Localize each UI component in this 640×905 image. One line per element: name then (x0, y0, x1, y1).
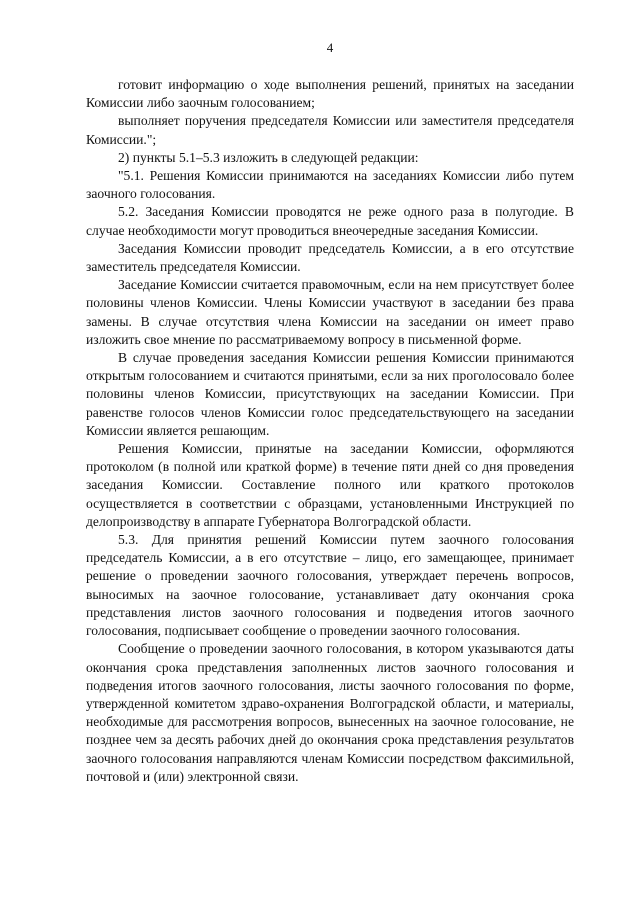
page-number: 4 (326, 40, 334, 55)
paragraph: В случае проведения заседания Комиссии решения Комиссии принимаются открытым голосованием и считаются принятыми, если за них проголосовало более половины членов Комиссии, присутствующих на заседании Комиссии. При равенстве голосов членов Комиссии голос председательствующего на заседании Комиссии является решающим. (86, 350, 574, 438)
paragraph: готовит информацию о ходе выполнения решений, принятых на заседании Комиссии либо заочным голосованием; (86, 77, 574, 111)
paragraph: выполняет поручения председателя Комиссии или заместителя председателя Комиссии."; (86, 113, 574, 147)
paragraph: "5.1. Решения Комиссии принимаются на заседаниях Комиссии либо путем заочного голосования. (86, 168, 574, 202)
paragraph: Сообщение о проведении заочного голосования, в котором указываются даты окончания срока представления заполненных листов заочного голосования и подведения итогов заочного голосования, листы заочного голосования по форме, утвержденной комитетом здраво-охранения Волгоградской области, и материалы, необходимые для рассмотрения вопросов, вынесенных на заочное голосование, не позднее чем за десять рабочих дней до окончания срока представления результатов заочного голосования направляются членам Комиссии посредством факсимильной, почтовой и (или) электронной связи. (86, 641, 574, 784)
paragraph: 5.3. Для принятия решений Комиссии путем заочного голосования председатель Комиссии, а в его отсутствие – лицо, его замещающее, принимает решение о проведении заочного голосования, утверждает перечень вопросов, выносимых на заочное голосование, устанавливает дату окончания срока представления листов заочного голосования и подведения итогов заочного голосования, подписывает сообщение о проведении заочного голосования. (86, 532, 574, 639)
paragraph: Решения Комиссии, принятые на заседании Комиссии, оформляются протоколом (в полной или краткой форме) в течение пяти дней со дня проведения заседания Комиссии. Составление полного или краткого протоколов осуществляется в соответствии с образцами, установленными Инструкцией по делопроизводству в аппарате Губернатора Волгоградской области. (86, 441, 574, 529)
paragraph: 2) пункты 5.1–5.3 изложить в следующей редакции: (118, 149, 419, 165)
document-body (86, 76, 574, 786)
paragraph: 5.2. Заседания Комиссии проводятся не реже одного раза в полугодие. В случае необходимости могут проводиться внеочередные заседания Комиссии. (86, 204, 574, 238)
paragraph: Заседания Комиссии проводит председатель Комиссии, а в его отсутствие заместитель председателя Комиссии. (86, 240, 574, 275)
paragraph: Заседание Комиссии считается правомочным, если на нем присутствует более половины членов Комиссии. Члены Комиссии участвуют в заседании без права замены. В случае отсутствия члена Комиссии на заседании он имеет право изложить свое мнение по рассматриваемому вопросу в письменной форме. (86, 277, 574, 347)
